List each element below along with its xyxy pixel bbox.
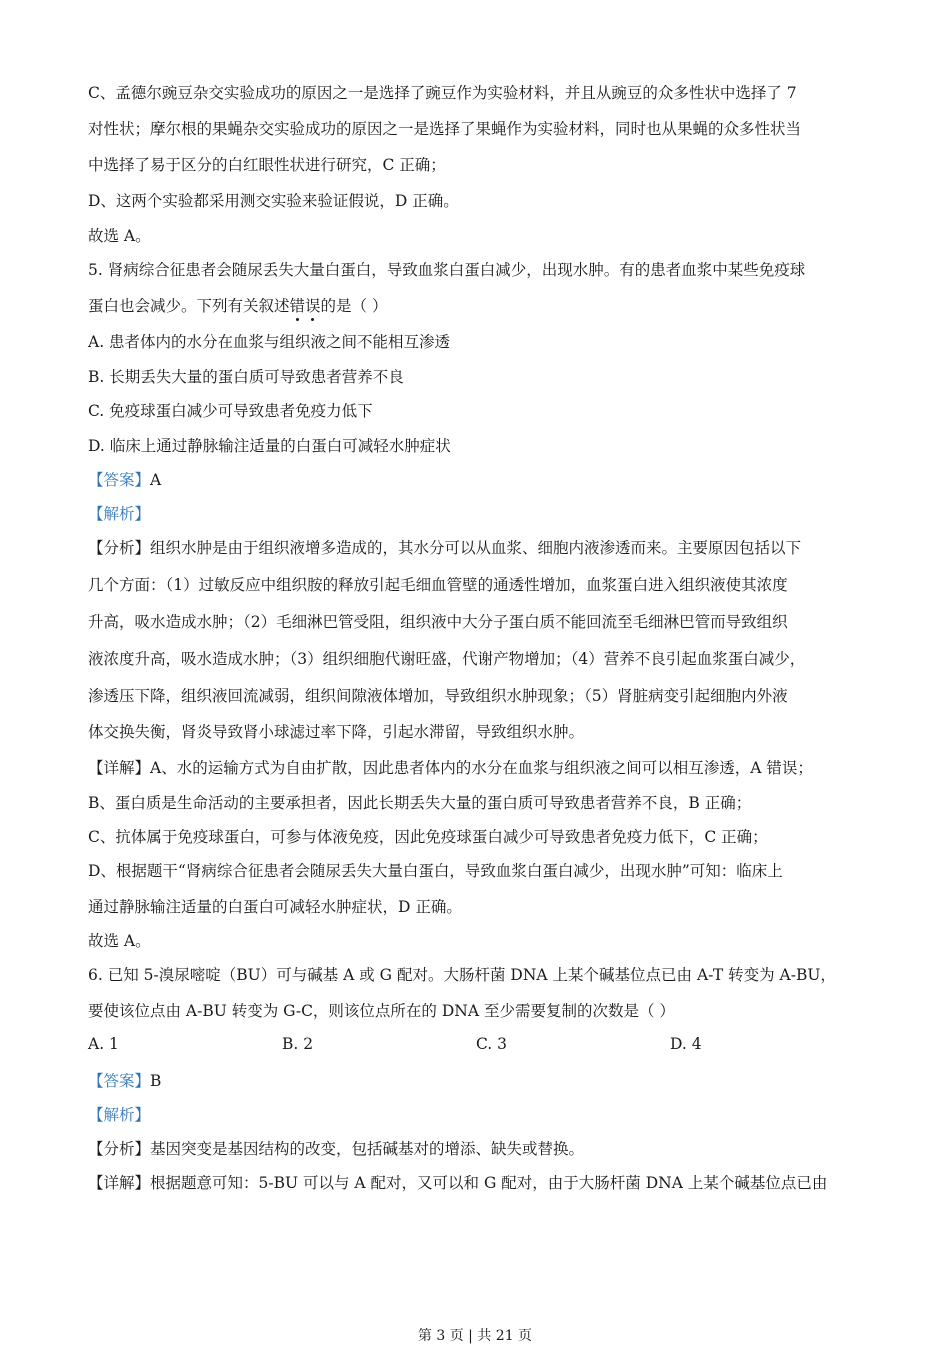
page-footer: 第 3 页 | 共 21 页 — [417, 1328, 533, 1344]
question-6-stem: 6. 已知 5-溴尿嘧啶（BU）可与碱基 A 或 G 配对。大肠杆菌 DNA 上某个碱基位点已由 A-T 转变为 A-BU， — [88, 966, 836, 984]
emphasis-char: 误 — [305, 297, 321, 315]
analysis-paragraph: 【分析】基因突变是基因结构的改变，包括碱基对的增添、缺失或替换。 — [88, 1140, 585, 1158]
text-line: C、抗体属于免疫球蛋白，可参与体液免疫，因此免疫球蛋白减少可导致患者免疫力低下，C 正确； — [88, 828, 768, 846]
answer-value: B — [150, 1072, 162, 1090]
answer-tag: 【答案】 — [88, 471, 151, 489]
option-d: D. 临床上通过静脉输注适量的白蛋白可减轻水肿症状 — [88, 437, 451, 455]
section-tag: 【分析】 — [88, 1140, 151, 1158]
text-line: 故选 A。 — [88, 227, 151, 245]
option-d: D. 4 — [670, 1035, 702, 1053]
text-line: B、蛋白质是生命活动的主要承担者，因此长期丢失大量的蛋白质可导致患者营养不良，B 正确； — [88, 794, 752, 812]
text-line: D、根据题干“肾病综合征患者会随尿丢失大量白蛋白，导致血浆白蛋白减少，出现水肿”可知：临床上 — [88, 862, 783, 880]
text-line: 体交换失衡，肾炎导致肾小球滤过率下降，引起水滞留，导致组织水肿。 — [88, 723, 585, 741]
option-a: A. 患者体内的水分在血浆与组织液之间不能相互渗透 — [88, 333, 451, 351]
text-line: 几个方面：（1）过敏反应中组织胺的释放引起毛细血管壁的通透性增加，血浆蛋白进入组织液使其浓度 — [88, 576, 788, 594]
detail-paragraph: 【详解】A、水的运输方式为自由扩散，因此患者体内的水分在血浆与组织液之间可以相互渗透，A 错误； — [88, 759, 813, 777]
analysis-tag: 【解析】 — [88, 505, 151, 523]
option-b: B. 长期丢失大量的蛋白质可导致患者营养不良 — [88, 368, 404, 386]
text-line: 液浓度升高，吸水造成水肿；（3）组织细胞代谢旺盛，代谢产物增加；（4）营养不良引起血浆蛋白减少， — [88, 650, 806, 668]
option-b: B. 2 — [282, 1035, 314, 1053]
answer-line — [88, 468, 161, 490]
analysis-paragraph: 【分析】组织水肿是由于组织液增多造成的，其水分可以从血浆、细胞内液渗透而来。主要原因包括以下 — [88, 539, 802, 557]
text-line: 渗透压下降，组织液回流减弱，组织间隙液体增加，导致组织水肿现象；（5）肾脏病变引起细胞内外液 — [88, 687, 788, 705]
question-5-stem-line-2: 蛋白也会减少。下列有关叙述错误的是（ ） — [88, 297, 388, 315]
option-a: A. 1 — [88, 1035, 119, 1053]
question-5-stem: 5. 肾病综合征患者会随尿丢失大量白蛋白，导致血浆白蛋白减少，出现水肿。有的患者血浆中某些免疫球 — [88, 261, 806, 279]
text-line: 对性状；摩尔根的果蝇杂交实验成功的原因之一是选择了果蝇作为实验材料，同时也从果蝇的众多性状当 — [88, 120, 802, 138]
section-tag: 【分析】 — [88, 539, 151, 557]
text-line: C、孟德尔豌豆杂交实验成功的原因之一是选择了豌豆作为实验材料，并且从豌豆的众多性状中选择了 7 — [88, 84, 797, 102]
section-tag: 【详解】 — [88, 1174, 151, 1192]
answer-line — [88, 1069, 161, 1091]
text-line: 升高，吸水造成水肿；（2）毛细淋巴管受阻，组织液中大分子蛋白质不能回流至毛细淋巴管而导致组织 — [88, 613, 788, 631]
section-tag: 【详解】 — [88, 759, 151, 777]
question-6-stem-line-2: 要使该位点由 A-BU 转变为 G-C，则该位点所在的 DNA 至少需要复制的次数是（ ） — [88, 1002, 675, 1020]
text-line: 通过静脉输注适量的白蛋白可减轻水肿症状，D 正确。 — [88, 898, 462, 916]
answer-tag: 【答案】 — [88, 1072, 151, 1090]
emphasis-char: 错 — [289, 297, 306, 315]
detail-paragraph: 【详解】根据题意可知：5-BU 可以与 A 配对，又可以和 G 配对，由于大肠杆菌 DNA 上某个碱基位点已由 — [88, 1174, 828, 1192]
analysis-tag: 【解析】 — [88, 1106, 151, 1124]
option-c: C. 3 — [476, 1035, 508, 1053]
answer-value: A — [150, 471, 162, 489]
text-line: 中选择了易于区分的白红眼性状进行研究，C 正确； — [88, 156, 446, 174]
text-line: 故选 A。 — [88, 932, 151, 950]
option-c: C. 免疫球蛋白减少可导致患者免疫力低下 — [88, 402, 373, 420]
text-line: D、这两个实验都采用测交实验来验证假说，D 正确。 — [88, 192, 459, 210]
